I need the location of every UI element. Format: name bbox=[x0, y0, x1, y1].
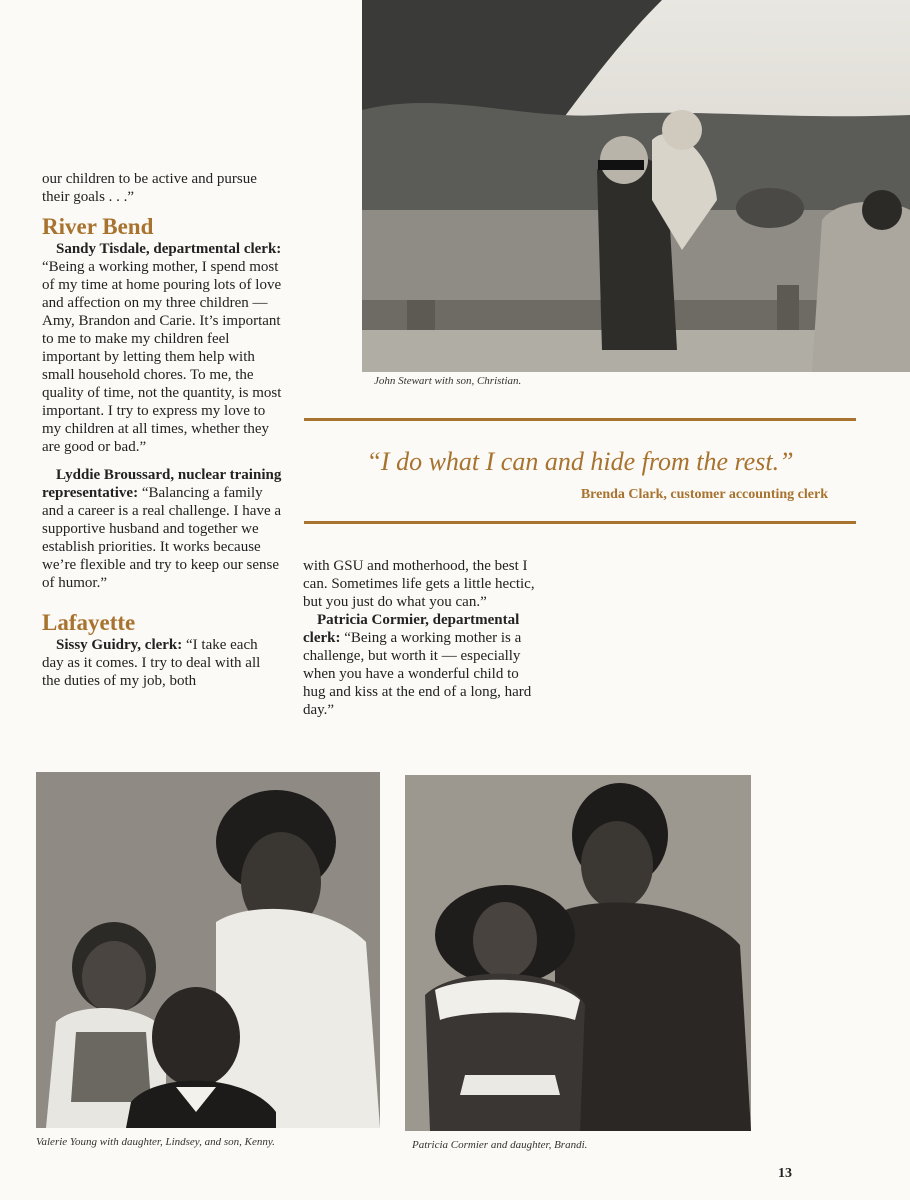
intro-text: our children to be active and pursue their goals . . .” bbox=[42, 171, 257, 205]
caption-bottom-left: Valerie Young with daughter, Lindsey, and son, Kenny. bbox=[36, 1136, 275, 1148]
name-sissy-guidry: Sissy Guidry, clerk: bbox=[56, 637, 183, 653]
rule-bottom bbox=[304, 521, 856, 524]
name-lyddie-broussard: Lyddie Broussard, nuclear training representative: bbox=[42, 467, 282, 501]
quote-sissy-guidry: “I take each day as it comes. I try to deal with all the duties of my job, both bbox=[42, 637, 261, 689]
paragraph-lyddie-broussard bbox=[42, 466, 282, 592]
zoo-scene-image bbox=[362, 0, 910, 372]
left-column bbox=[42, 170, 282, 690]
photo-patricia-cormier bbox=[405, 775, 751, 1131]
paragraph-patricia-cormier bbox=[303, 611, 535, 719]
middle-column bbox=[303, 557, 535, 719]
photo-valerie-young bbox=[36, 772, 380, 1128]
paragraph-sissy-guidry bbox=[42, 636, 282, 690]
caption-bottom-right: Patricia Cormier and daughter, Brandi. bbox=[412, 1139, 588, 1151]
continued-text: with GSU and motherhood, the best I can. Sometimes life gets a little hectic, but you just do what you can.” bbox=[303, 558, 535, 610]
family-portrait-image-1 bbox=[36, 772, 380, 1128]
name-sandy-tisdale: Sandy Tisdale, departmental clerk: bbox=[56, 241, 282, 257]
rule-top bbox=[304, 418, 856, 421]
pull-quote: “I do what I can and hide from the rest.” bbox=[366, 447, 794, 476]
paragraph-sandy-tisdale bbox=[42, 240, 282, 456]
quote-lyddie-broussard: “Balancing a family and a career is a real challenge. I have a supportive husband and together we establish priorities. It works because we’re flexible and try to keep our sense of humor.” bbox=[42, 485, 282, 591]
page-number: 13 bbox=[778, 1166, 792, 1181]
pull-quote-attribution: Brenda Clark, customer accounting clerk bbox=[580, 487, 828, 502]
heading-river-bend: River Bend bbox=[42, 214, 154, 239]
photo-john-stewart bbox=[362, 0, 910, 372]
heading-lafayette: Lafayette bbox=[42, 610, 136, 635]
family-portrait-image-2 bbox=[405, 775, 751, 1131]
quote-patricia-cormier: “Being a working mother is a challenge, but worth it — especially when you have a wonderful child to hug and kiss at the end of a long, hard day.” bbox=[303, 630, 532, 718]
caption-top-photo: John Stewart with son, Christian. bbox=[374, 375, 522, 387]
name-patricia-cormier: Patricia Cormier, departmental clerk: bbox=[303, 612, 520, 646]
quote-sandy-tisdale: “Being a working mother, I spend most of my time at home pouring lots of love and affection on my three children — Amy, Brandon and Carie. It’s important to me to make my children feel important by letting them help with small household chores. To me, the quality of time, not the quantity, is most important. I try to express my love to my children at all times, whether they are good or bad.” bbox=[42, 259, 282, 455]
